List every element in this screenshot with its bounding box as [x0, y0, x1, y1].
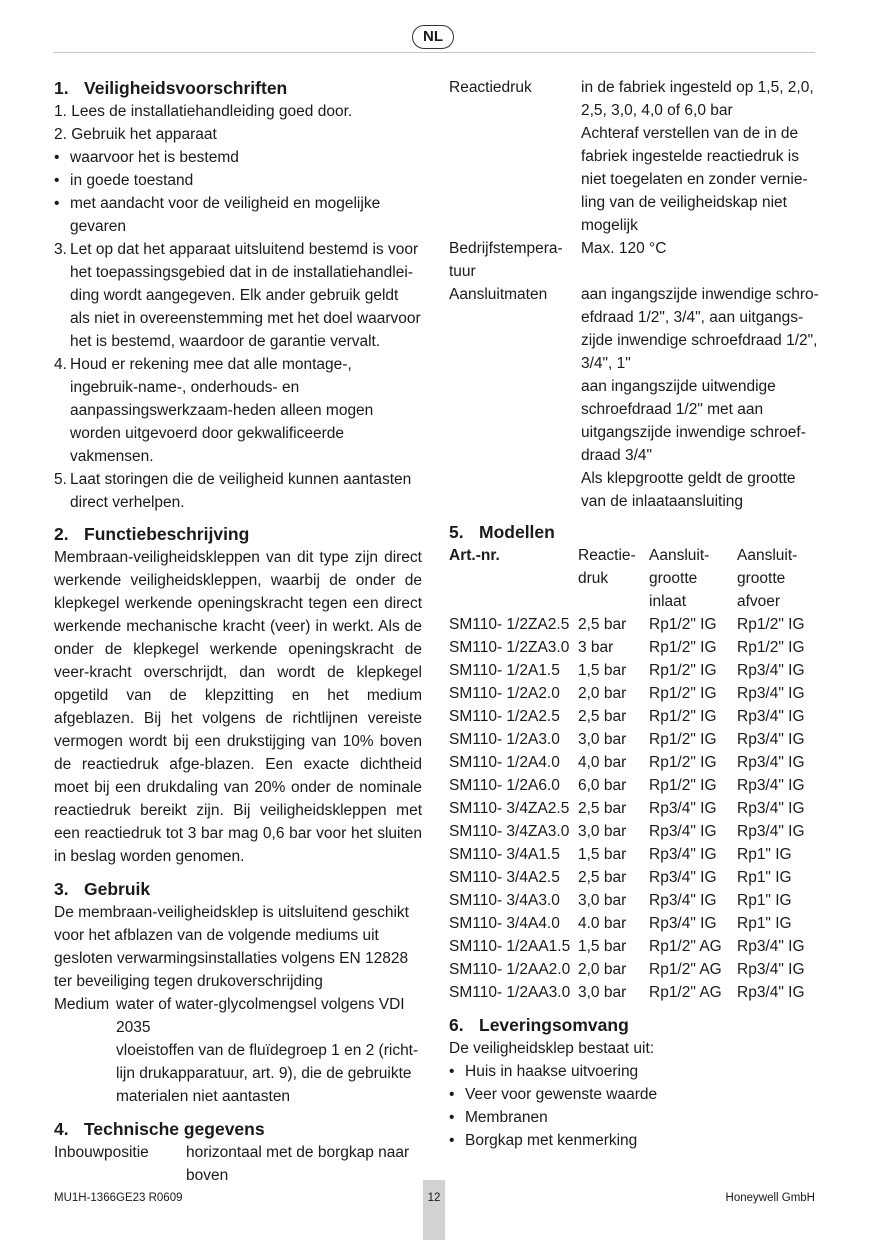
model-pressure: 3,0 bar: [578, 823, 627, 840]
model-artnr: SM110- 3/4A4.0: [449, 915, 560, 932]
model-outlet: Rp3/4" IG: [737, 823, 805, 840]
model-inlet: Rp3/4" IG: [649, 915, 717, 932]
model-outlet: Rp1/2" IG: [737, 639, 805, 656]
table-row: [449, 866, 819, 889]
section-2-heading: 2. Functiebeschrijving: [54, 524, 250, 544]
list-text: Laat storingen die de veiligheid kunnen aantasten direct verhelpen.: [70, 471, 412, 511]
model-artnr: SM110- 3/4A3.0: [449, 892, 560, 909]
model-inlet: Rp1/2" IG: [649, 777, 717, 794]
right-column: [449, 76, 819, 1152]
temperature-label: Bedrijfstempera-tuur: [449, 240, 563, 280]
model-pressure: 2,0 bar: [578, 685, 627, 702]
model-pressure: 2,5 bar: [578, 708, 627, 725]
bullet-icon: •: [449, 1109, 455, 1126]
mounting-value: horizontaal met de borgkap naar boven: [186, 1144, 410, 1184]
page-number: 12: [427, 1192, 441, 1204]
mounting-row: [54, 1141, 422, 1187]
table-row: [449, 958, 819, 981]
table-row: [449, 774, 819, 797]
safety-list: [54, 100, 422, 514]
model-inlet: Rp1/2" IG: [649, 708, 717, 725]
footer-company: Honeywell GmbH: [725, 1192, 815, 1204]
model-inlet: Rp1/2" IG: [649, 662, 717, 679]
model-outlet: Rp1" IG: [737, 846, 792, 863]
model-pressure: 4,0 bar: [578, 754, 627, 771]
model-inlet: Rp3/4" IG: [649, 846, 717, 863]
medium-value-1: water of water-glycolmengsel volgens VDI 2035: [116, 996, 405, 1036]
model-inlet: Rp3/4" IG: [649, 892, 717, 909]
model-artnr: SM110- 3/4A2.5: [449, 869, 560, 886]
medium-value-2: vloeistoffen van de fluïdegroep 1 en 2 (richt-lijn drukapparatuur, art. 9), die de gebruikte materialen niet aantasten: [116, 1042, 419, 1105]
temperature-row: [449, 237, 819, 283]
model-outlet: Rp3/4" IG: [737, 685, 805, 702]
table-row: [449, 935, 819, 958]
model-artnr: SM110- 1/2ZA3.0: [449, 639, 570, 656]
model-outlet: Rp3/4" IG: [737, 800, 805, 817]
model-pressure: 1,5 bar: [578, 938, 627, 955]
table-row: [449, 981, 819, 1004]
model-pressure: 1,5 bar: [578, 662, 627, 679]
table-row: [449, 797, 819, 820]
model-outlet: Rp1" IG: [737, 892, 792, 909]
model-pressure: 2,5 bar: [578, 800, 627, 817]
model-artnr: SM110- 1/2A2.0: [449, 685, 560, 702]
model-outlet: Rp3/4" IG: [737, 662, 805, 679]
list-text: met aandacht voor de veiligheid en mogelijke gevaren: [70, 195, 381, 235]
table-row: [449, 659, 819, 682]
table-row: [449, 912, 819, 935]
table-row: [449, 728, 819, 751]
model-inlet: Rp1/2" AG: [649, 961, 722, 978]
model-inlet: Rp1/2" IG: [649, 754, 717, 771]
delivery-intro: De veiligheidsklep bestaat uit:: [449, 1040, 655, 1057]
bullet-icon: •: [449, 1132, 455, 1149]
model-outlet: Rp1/2" IG: [737, 616, 805, 633]
model-inlet: Rp3/4" IG: [649, 869, 717, 886]
left-column: [54, 76, 422, 1187]
header-outlet: Aansluit-grootte afvoer: [737, 547, 798, 610]
model-pressure: 2,0 bar: [578, 961, 627, 978]
model-pressure: 1,5 bar: [578, 846, 627, 863]
list-text: 2. Gebruik het apparaat: [54, 126, 217, 143]
section-1-heading: 1. Veiligheidsvoorschriften: [54, 78, 288, 98]
list-marker: 5.: [54, 471, 67, 488]
delivery-list-item: [449, 1129, 819, 1152]
model-artnr: SM110- 1/2A3.0: [449, 731, 560, 748]
models-table: [449, 544, 819, 1004]
list-text: Borgkap met kenmerking: [465, 1132, 638, 1149]
section-6-heading: 6. Leveringsomvang: [449, 1015, 629, 1035]
model-artnr: SM110- 1/2AA2.0: [449, 961, 571, 978]
connections-row: [449, 283, 819, 513]
model-inlet: Rp1/2" AG: [649, 938, 722, 955]
delivery-list-item: [449, 1083, 819, 1106]
list-text: Houd er rekening mee dat alle montage-, ingebruik-name-, onderhouds- en aanpassingswerkzaam-heden alleen mogen worden uitgevoerd door gekwalificeerde vakmensen.: [70, 356, 374, 465]
list-text: 1. Lees de installatiehandleiding goed door.: [54, 103, 353, 120]
model-outlet: Rp3/4" IG: [737, 938, 805, 955]
list-text: Membranen: [465, 1109, 548, 1126]
models-header-row: [449, 544, 819, 613]
mounting-label: Inbouwpositie: [54, 1144, 149, 1161]
bullet-icon: •: [449, 1086, 455, 1103]
model-outlet: Rp3/4" IG: [737, 708, 805, 725]
model-artnr: SM110- 1/2A6.0: [449, 777, 560, 794]
list-marker: •: [54, 172, 60, 189]
delivery-list: [449, 1060, 819, 1152]
table-row: [449, 705, 819, 728]
model-artnr: SM110- 1/2A4.0: [449, 754, 560, 771]
model-pressure: 3,0 bar: [578, 984, 627, 1001]
list-marker: 4.: [54, 356, 67, 373]
model-pressure: 3 bar: [578, 639, 614, 656]
delivery-list-item: [449, 1106, 819, 1129]
safety-list-item: [54, 123, 422, 146]
medium-row: [54, 993, 422, 1108]
pressure-label: Reactiedruk: [449, 79, 532, 96]
bullet-icon: •: [449, 1063, 455, 1080]
delivery-list-item: [449, 1060, 819, 1083]
header-artnr: Art.-nr.: [449, 547, 500, 564]
model-artnr: SM110- 3/4ZA3.0: [449, 823, 570, 840]
model-outlet: Rp3/4" IG: [737, 777, 805, 794]
list-text: Veer voor gewenste waarde: [465, 1086, 658, 1103]
page-number-bar: [423, 1180, 445, 1240]
model-outlet: Rp1" IG: [737, 915, 792, 932]
section-3-heading: 3. Gebruik: [54, 879, 151, 899]
model-outlet: Rp3/4" IG: [737, 961, 805, 978]
table-row: [449, 636, 819, 659]
list-marker: •: [54, 195, 60, 212]
language-badge: NL: [412, 25, 454, 49]
section-4-heading: 4. Technische gegevens: [54, 1119, 265, 1139]
connections-value-2: aan ingangszijde uitwendige schroefdraad 1/2" met aan uitgangszijde inwendige schroef-draad 3/4": [581, 378, 806, 464]
pressure-row: [449, 76, 819, 237]
model-pressure: 4.0 bar: [578, 915, 627, 932]
table-row: [449, 613, 819, 636]
model-outlet: Rp3/4" IG: [737, 731, 805, 748]
model-artnr: SM110- 1/2AA1.5: [449, 938, 571, 955]
list-text: waarvoor het is bestemd: [70, 149, 239, 166]
pressure-note: Achteraf verstellen van de in de fabriek ingestelde reactiedruk is niet toegelaten en zonder vernie-ling van de veiligheidskap niet mogelijk: [581, 125, 808, 234]
table-row: [449, 820, 819, 843]
safety-list-item: [54, 192, 422, 238]
connections-label: Aansluitmaten: [449, 286, 548, 303]
model-artnr: SM110- 1/2A2.5: [449, 708, 560, 725]
model-artnr: SM110- 1/2AA3.0: [449, 984, 571, 1001]
model-inlet: Rp1/2" IG: [649, 685, 717, 702]
section-5-heading: 5. Modellen: [449, 522, 555, 542]
model-artnr: SM110- 3/4A1.5: [449, 846, 560, 863]
table-row: [449, 889, 819, 912]
model-inlet: Rp3/4" IG: [649, 800, 717, 817]
model-pressure: 2,5 bar: [578, 616, 627, 633]
model-inlet: Rp1/2" IG: [649, 639, 717, 656]
list-text: Huis in haakse uitvoering: [465, 1063, 639, 1080]
model-outlet: Rp3/4" IG: [737, 984, 805, 1001]
list-text: Let op dat het apparaat uitsluitend bestemd is voor het toepassingsgebied dat in de installatiehandlei-ding wordt aangegeven. Elk ander gebruik geldt als niet in overeenstemming met het doel waarvoor het is bestemd, waardoor de garantie vervalt.: [70, 241, 421, 350]
header-pressure: Reactie-druk: [578, 547, 636, 587]
model-artnr: SM110- 1/2ZA2.5: [449, 616, 570, 633]
function-text: Membraan-veiligheidskleppen van dit type zijn direct werkende veiligheidskleppen, waarbij de onder de klepkegel werkende openingskracht tegen een direct werkende mechanische kracht (veer) in werkt. Als de onder de klepkegel werkende openingskracht de veer-kracht overschrijdt, dan wordt de klepkegel opgetild van de klepzitting en het medium afgeblazen. Bij het volgens de richtlijnen vereiste vermogen wordt bij een drukstijging van 10% boven de reactiedruk afge-blazen. Een exacte dichtheid moet bij een drukdaling van 20% onder de nominale reactiedruk bereikt zijn. Bij veiligheidskleppen met een reactiedruk tot 3 bar mag 0,6 bar voor het sluiten in beslag worden genomen.: [54, 549, 422, 865]
safety-list-item: [54, 238, 422, 353]
list-text: in goede toestand: [70, 172, 194, 189]
model-pressure: 3,0 bar: [578, 731, 627, 748]
safety-list-item: [54, 353, 422, 468]
model-inlet: Rp1/2" IG: [649, 616, 717, 633]
safety-list-item: [54, 169, 422, 192]
table-row: [449, 843, 819, 866]
model-artnr: SM110- 1/2A1.5: [449, 662, 560, 679]
model-inlet: Rp1/2" AG: [649, 984, 722, 1001]
safety-list-item: [54, 468, 422, 514]
model-outlet: Rp3/4" IG: [737, 754, 805, 771]
safety-list-item: [54, 146, 422, 169]
table-row: [449, 682, 819, 705]
medium-label: Medium: [54, 996, 110, 1013]
header-rule: [54, 52, 815, 53]
connections-value-3: Als klepgrootte geldt de grootte van de inlaataansluiting: [581, 470, 796, 510]
pressure-value: in de fabriek ingesteld op 1,5, 2,0, 2,5, 3,0, 4,0 of 6,0 bar: [581, 79, 814, 119]
model-outlet: Rp1" IG: [737, 869, 792, 886]
model-pressure: 6,0 bar: [578, 777, 627, 794]
model-pressure: 3,0 bar: [578, 892, 627, 909]
model-artnr: SM110- 3/4ZA2.5: [449, 800, 570, 817]
model-inlet: Rp3/4" IG: [649, 823, 717, 840]
list-marker: •: [54, 149, 60, 166]
model-pressure: 2,5 bar: [578, 869, 627, 886]
model-inlet: Rp1/2" IG: [649, 731, 717, 748]
connections-value-1: aan ingangszijde inwendige schro-efdraad 1/2", 3/4", aan uitgangs-zijde inwendige schroefdraad 1/2", 3/4", 1": [581, 286, 819, 372]
table-row: [449, 751, 819, 774]
safety-list-item: [54, 100, 422, 123]
temperature-value: Max. 120 °C: [581, 240, 667, 257]
header-inlet: Aansluit-grootte inlaat: [649, 547, 710, 610]
list-marker: 3.: [54, 241, 67, 258]
footer-doc-id: MU1H-1366GE23 R0609: [54, 1192, 183, 1204]
usage-text: De membraan-veiligheidsklep is uitsluitend geschikt voor het afblazen van de volgende mediums uit gesloten verwarmingsinstallaties volgens EN 12828 ter beveiliging tegen drukoverschrijding: [54, 904, 409, 990]
